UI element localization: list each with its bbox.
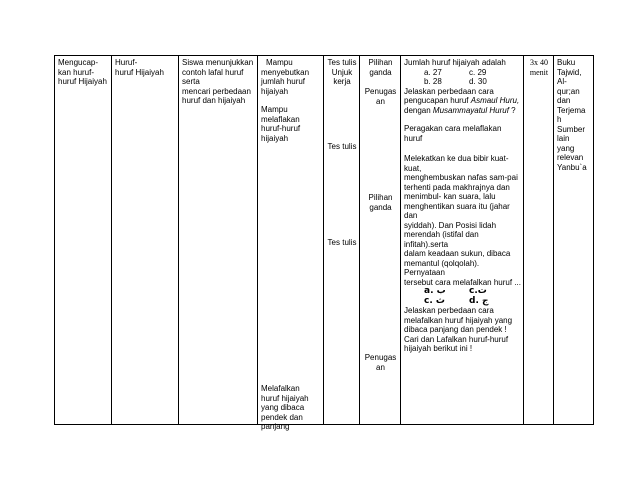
competency-text: Mengucap- kan huruf- huruf Hijaiyah: [58, 58, 107, 86]
lesson-plan-table: [54, 55, 594, 431]
indicator-cell: [258, 56, 324, 431]
instrument-form-item: Pilihan ganda: [368, 58, 393, 77]
technique-cell: [324, 56, 360, 425]
technique-item: Tes tulis: [327, 142, 357, 151]
question-4: Melekatkan ke dua bibir kuat-kuat, menghembuskan nafas sam-pai terhenti pada makhrajnya dan menimbul- kan suara, lalu menghentikan suara itu (jahar dan syiddah). Dan Posisi lidah merendah (istifal dan infitah).serta dalam keadaan sukun, dibaca memantul (qolqolah). Pernyataan tersebut cara melafalkan huruf ... a. ب c.ت c. ث d. ج Jelaskan perbedaan cara melafalkan huruf hijaiyah yang dibaca panjang dan pendek ! Cari dan Lafalkan huruf-huruf hijaiyah berikut ini !: [404, 154, 521, 353]
table-row: [55, 56, 594, 425]
instrument-question-cell: [401, 56, 524, 425]
learning-source-cell: Buku Tajwid, Al- qur;an dan Terjema h Sumber lain yang relevan Yanbu`a: [554, 56, 594, 425]
question-1: Jumlah huruf hijaiyah adalah a. 27 c. 29 b. 28 d. 30 Jelaskan perbedaan cara pengucapan huruf Asmaul Huru, dengan Musammayatul Huruf ?: [404, 58, 520, 115]
material-cell: Huruf- huruf Hijaiyah: [112, 56, 179, 425]
activity-cell: Siswa menunjukkan contoh lafal huruf serta mencari perbedaan huruf dan hijaiyah: [179, 56, 258, 425]
instrument-form-item: Pilihan ganda: [368, 193, 393, 212]
technique-item: Tes tulis: [327, 238, 357, 247]
time-allocation-cell: 3x 40 menit: [524, 56, 554, 425]
indicator-item: Mampu menyebutkan jumlah huruf hijaiyah: [261, 58, 310, 96]
indicator-item: Melafalkan huruf hijaiyah yang dibaca pendek dan panjang: [261, 384, 309, 431]
instrument-form-item: Penugas an: [364, 353, 397, 372]
indicator-item: Mampu melaflakan huruf-huruf hijaiyah: [261, 105, 301, 143]
instrument-form-item: Penugas an: [364, 87, 397, 106]
technique-item: Tes tulis Unjuk kerja: [327, 58, 357, 86]
competency-cell: [55, 56, 112, 425]
instrument-form-cell: [360, 56, 401, 425]
question-3: Peragakan cara melaflakan huruf: [404, 124, 502, 143]
